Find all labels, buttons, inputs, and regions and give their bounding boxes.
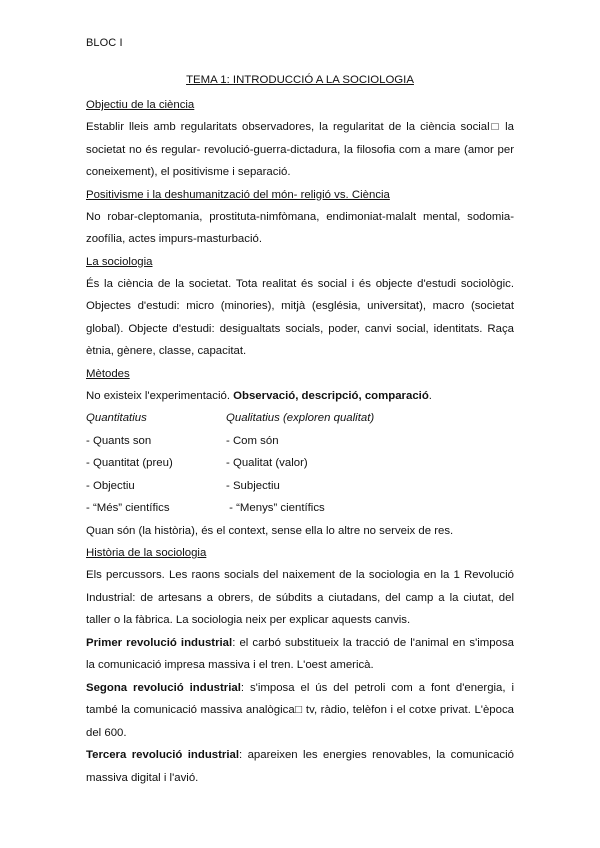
revolucio-1-text: : el carbó substitueix la tracció de l'animal en s'imposa la comunicació impresa massiva i el tren. L'oest americà. bbox=[86, 636, 514, 671]
methods-row-left: - Quants son bbox=[86, 434, 152, 447]
paragraph-objectiu: Establir lleis amb regularitats observadores, la regularitat de la ciència social□ la societat no és regular- revolució-guerra-dictadura, la filosofia com a mare (amor per coneixement), el positivisme i separació. bbox=[86, 121, 514, 178]
paragraph-revolucio-3 bbox=[86, 744, 514, 789]
header-label: BLOC I bbox=[86, 37, 123, 49]
methods-table-row bbox=[86, 452, 514, 475]
revolucio-2-label: Segona revolució industrial bbox=[86, 681, 241, 694]
methods-row-left: - Quantitat (preu) bbox=[86, 457, 173, 469]
methods-table-header bbox=[86, 407, 514, 430]
paragraph-historia: Els percussors. Les raons socials del naixement de la sociologia en la 1 Revolució Industrial: de artesans a obrers, de súbdits a ciutadans, del camp a la ciutat, del taller o la fàbrica. La sociologia neix per explicar aquests canvis. bbox=[86, 569, 514, 626]
document-body bbox=[86, 72, 514, 789]
section-heading-objectiu: Objectiu de la ciència bbox=[86, 99, 195, 111]
methods-row-left: - “Més” científics bbox=[86, 502, 170, 514]
metodes-intro-bold: Observació, descripció, comparació bbox=[233, 389, 429, 402]
paragraph-revolucio-1 bbox=[86, 632, 514, 677]
page-title: TEMA 1: INTRODUCCIÓ A LA SOCIOLOGIA bbox=[186, 74, 414, 86]
revolucio-3-label: Tercera revolució industrial bbox=[86, 749, 240, 761]
paragraph-metodes-closing: Quan són (la història), és el context, sense ella lo altre no serveix de res. bbox=[86, 524, 454, 537]
section-heading-sociologia: La sociologia bbox=[86, 255, 153, 268]
methods-table-row bbox=[86, 430, 514, 453]
methods-row-right: - Com són bbox=[226, 434, 279, 447]
metodes-intro-end: . bbox=[428, 389, 432, 402]
revolucio-1-label: Primer revolució industrial bbox=[86, 636, 233, 649]
section-heading-positivisme: Positivisme i la deshumanització del món- religió vs. Ciència bbox=[86, 188, 390, 201]
methods-row-right: - “Menys” científics bbox=[226, 502, 325, 514]
methods-table-row bbox=[86, 475, 514, 498]
methods-table-row bbox=[86, 497, 514, 520]
section-heading-historia: Història de la sociologia bbox=[86, 547, 207, 559]
methods-row-left: - Objectiu bbox=[86, 479, 135, 492]
section-heading-metodes: Mètodes bbox=[86, 367, 130, 380]
paragraph-metodes-intro bbox=[86, 385, 514, 408]
methods-col-right-header: Qualitatius (exploren qualitat) bbox=[226, 412, 375, 424]
methods-col-left-header: Quantitatius bbox=[86, 412, 147, 424]
methods-row-right: - Qualitat (valor) bbox=[226, 457, 308, 469]
paragraph-positivisme: No robar-cleptomania, prostituta-nimfòmana, endimoniat-malalt mental, sodomia-zoofília, actes impurs-masturbació. bbox=[86, 210, 514, 245]
metodes-intro-text: No existeix l'experimentació. bbox=[86, 389, 234, 402]
paragraph-revolucio-2 bbox=[86, 677, 514, 745]
revolucio-2-text: : s'imposa el ús del petroli com a font d'energia, i també la comunicació massiva analògica□ tv, ràdio, telèfon i el cotxe privat. L'època del 600. bbox=[86, 681, 515, 739]
revolucio-3-text: : apareixen les energies renovables, la comunicació massiva digital i l'avió. bbox=[86, 749, 514, 784]
methods-row-right: - Subjectiu bbox=[226, 479, 280, 492]
paragraph-sociologia: És la ciència de la societat. Tota realitat és social i és objecte d'estudi sociològic. Objectes d'estudi: micro (minories), mitjà (església, universitat), macro (societat global). Objecte d'estudi: desigualtats socials, poder, canvi social, identitats. Raça ètnia, gènere, classe, capacitat. bbox=[86, 277, 514, 357]
